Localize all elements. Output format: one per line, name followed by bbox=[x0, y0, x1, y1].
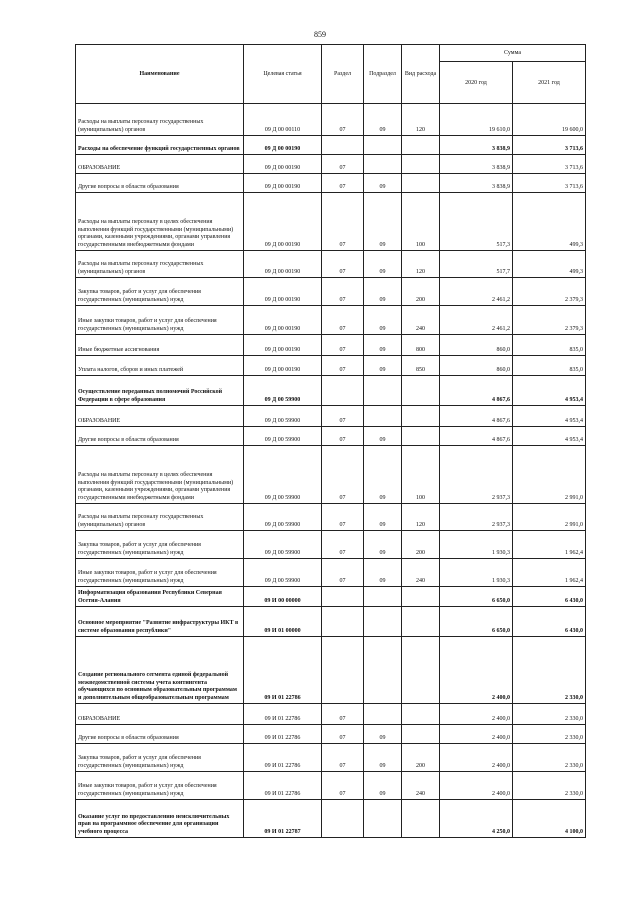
cell-section: 07 bbox=[322, 725, 364, 744]
cell-name: Иные закупки товаров, работ и услуг для обеспечения государственных (муниципальных) нужд bbox=[76, 559, 244, 587]
cell-name: Расходы на выплаты персоналу в целях обеспечения выполнения функций государственными (муниципальными) органами, казенными учреждениями, органами управления государственными внебюджетными фондами bbox=[76, 446, 244, 504]
header-section: Раздел bbox=[322, 45, 364, 104]
cell-name: Закупка товаров, работ и услуг для обеспечения государственных (муниципальных) нужд bbox=[76, 744, 244, 772]
cell-section: 07 bbox=[322, 356, 364, 376]
cell-section: 07 bbox=[322, 278, 364, 306]
cell-subsection: 09 bbox=[364, 446, 402, 504]
table-row bbox=[76, 306, 586, 335]
budget-table bbox=[75, 44, 586, 838]
cell-subsection bbox=[364, 637, 402, 704]
cell-2020: 4 867,6 bbox=[440, 376, 513, 406]
cell-section: 07 bbox=[322, 193, 364, 251]
cell-section bbox=[322, 136, 364, 155]
header-expense-type: Вид расхода bbox=[402, 45, 440, 104]
cell-target: 09 Д 00 59900 bbox=[244, 504, 322, 531]
table-row bbox=[76, 531, 586, 559]
cell-target: 09 Д 00 59900 bbox=[244, 446, 322, 504]
cell-2021: 3 713,6 bbox=[513, 155, 586, 174]
cell-2021: 4 953,4 bbox=[513, 427, 586, 446]
cell-2021: 4 100,0 bbox=[513, 800, 586, 838]
cell-2020: 2 937,3 bbox=[440, 504, 513, 531]
cell-2020: 3 838,9 bbox=[440, 174, 513, 193]
cell-subsection: 09 bbox=[364, 531, 402, 559]
header-2021: 2021 год bbox=[513, 62, 586, 104]
cell-section: 07 bbox=[322, 155, 364, 174]
cell-target: 09 Д 00 00190 bbox=[244, 155, 322, 174]
cell-2020: 2 400,0 bbox=[440, 744, 513, 772]
cell-target: 09 Д 00 00190 bbox=[244, 356, 322, 376]
cell-subsection: 09 bbox=[364, 725, 402, 744]
cell-name: Расходы на выплаты персоналу государственных (муниципальных) органов bbox=[76, 504, 244, 531]
cell-name: Расходы на выплаты персоналу государственных (муниципальных) органов bbox=[76, 251, 244, 278]
cell-expense-type bbox=[402, 607, 440, 637]
header-2020: 2020 год bbox=[440, 62, 513, 104]
cell-subsection: 09 bbox=[364, 744, 402, 772]
table-row bbox=[76, 193, 586, 251]
cell-2021: 3 713,6 bbox=[513, 174, 586, 193]
cell-name: Создание регионального сегмента единой федеральной межведомственной системы учета контингента обучающихся по основным образовательным программам и дополнительным общеобразовательным программам bbox=[76, 637, 244, 704]
cell-name: Другие вопросы в области образования bbox=[76, 725, 244, 744]
table-row bbox=[76, 607, 586, 637]
cell-target: 09 И 01 22786 bbox=[244, 637, 322, 704]
cell-2021: 835,0 bbox=[513, 335, 586, 356]
cell-subsection bbox=[364, 136, 402, 155]
cell-target: 09 Д 00 59900 bbox=[244, 531, 322, 559]
cell-subsection: 09 bbox=[364, 504, 402, 531]
table-row bbox=[76, 136, 586, 155]
cell-2021: 2 330,0 bbox=[513, 772, 586, 800]
cell-name: Расходы на обеспечение функций государственных органов bbox=[76, 136, 244, 155]
cell-name: Оказание услуг по предоставлению неисключительных прав на программное обеспечение для организации учебного процесса bbox=[76, 800, 244, 838]
table-row bbox=[76, 174, 586, 193]
cell-2021: 2 330,0 bbox=[513, 744, 586, 772]
cell-2021: 2 379,3 bbox=[513, 306, 586, 335]
cell-expense-type bbox=[402, 376, 440, 406]
cell-target: 09 Д 00 00110 bbox=[244, 104, 322, 136]
header-sum: Сумма bbox=[440, 45, 586, 62]
cell-expense-type: 200 bbox=[402, 278, 440, 306]
cell-subsection: 09 bbox=[364, 772, 402, 800]
cell-2021: 2 330,0 bbox=[513, 725, 586, 744]
cell-2021: 2 379,3 bbox=[513, 278, 586, 306]
cell-target: 09 Д 00 00190 bbox=[244, 278, 322, 306]
cell-section: 07 bbox=[322, 744, 364, 772]
table-row bbox=[76, 251, 586, 278]
cell-expense-type bbox=[402, 725, 440, 744]
cell-expense-type bbox=[402, 587, 440, 607]
cell-expense-type bbox=[402, 136, 440, 155]
cell-section: 07 bbox=[322, 446, 364, 504]
cell-section: 07 bbox=[322, 504, 364, 531]
cell-name: Уплата налогов, сборов и иных платежей bbox=[76, 356, 244, 376]
cell-section bbox=[322, 800, 364, 838]
cell-section: 07 bbox=[322, 174, 364, 193]
cell-target: 09 Д 00 59900 bbox=[244, 406, 322, 427]
cell-2020: 1 930,3 bbox=[440, 531, 513, 559]
cell-name: Иные закупки товаров, работ и услуг для обеспечения государственных (муниципальных) нужд bbox=[76, 772, 244, 800]
cell-subsection: 09 bbox=[364, 193, 402, 251]
cell-2020: 2 461,2 bbox=[440, 278, 513, 306]
table-row bbox=[76, 559, 586, 587]
cell-target: 09 Д 00 00190 bbox=[244, 193, 322, 251]
cell-2021: 835,0 bbox=[513, 356, 586, 376]
cell-2020: 517,3 bbox=[440, 193, 513, 251]
table-row bbox=[76, 406, 586, 427]
cell-name: Другие вопросы в области образования bbox=[76, 427, 244, 446]
cell-2020: 2 400,0 bbox=[440, 704, 513, 725]
cell-expense-type: 240 bbox=[402, 772, 440, 800]
cell-name: Иные бюджетные ассигнования bbox=[76, 335, 244, 356]
table-row bbox=[76, 725, 586, 744]
cell-target: 09 И 01 22786 bbox=[244, 704, 322, 725]
cell-target: 09 И 01 22787 bbox=[244, 800, 322, 838]
cell-expense-type bbox=[402, 704, 440, 725]
cell-name: ОБРАЗОВАНИЕ bbox=[76, 406, 244, 427]
cell-subsection: 09 bbox=[364, 278, 402, 306]
cell-expense-type: 100 bbox=[402, 446, 440, 504]
table-row bbox=[76, 504, 586, 531]
table-row bbox=[76, 772, 586, 800]
cell-section: 07 bbox=[322, 772, 364, 800]
cell-subsection: 09 bbox=[364, 559, 402, 587]
cell-expense-type: 200 bbox=[402, 531, 440, 559]
cell-2020: 2 400,0 bbox=[440, 725, 513, 744]
cell-section: 07 bbox=[322, 531, 364, 559]
table-row bbox=[76, 335, 586, 356]
cell-2021: 2 330,0 bbox=[513, 637, 586, 704]
cell-name: ОБРАЗОВАНИЕ bbox=[76, 704, 244, 725]
table-row bbox=[76, 446, 586, 504]
cell-section: 07 bbox=[322, 306, 364, 335]
table-row bbox=[76, 376, 586, 406]
cell-name: Другие вопросы в области образования bbox=[76, 174, 244, 193]
cell-expense-type bbox=[402, 174, 440, 193]
cell-2021: 4 953,4 bbox=[513, 376, 586, 406]
cell-name: Закупка товаров, работ и услуг для обеспечения государственных (муниципальных) нужд bbox=[76, 531, 244, 559]
cell-subsection bbox=[364, 704, 402, 725]
table-row bbox=[76, 744, 586, 772]
cell-target: 09 И 01 00000 bbox=[244, 607, 322, 637]
cell-2021: 19 600,0 bbox=[513, 104, 586, 136]
cell-name: Расходы на выплаты персоналу государственных (муниципальных) органов bbox=[76, 104, 244, 136]
cell-2020: 6 650,0 bbox=[440, 607, 513, 637]
cell-expense-type: 120 bbox=[402, 104, 440, 136]
cell-expense-type bbox=[402, 800, 440, 838]
cell-expense-type: 100 bbox=[402, 193, 440, 251]
cell-2021: 4 953,4 bbox=[513, 406, 586, 427]
cell-expense-type bbox=[402, 427, 440, 446]
cell-2020: 4 867,6 bbox=[440, 427, 513, 446]
cell-name: Информатизация образования Республики Северная Осетия-Алания bbox=[76, 587, 244, 607]
cell-target: 09 И 00 00000 bbox=[244, 587, 322, 607]
cell-expense-type bbox=[402, 155, 440, 174]
cell-2021: 499,3 bbox=[513, 193, 586, 251]
cell-2021: 499,3 bbox=[513, 251, 586, 278]
header-subsection: Подраздел bbox=[364, 45, 402, 104]
cell-section bbox=[322, 637, 364, 704]
cell-subsection bbox=[364, 607, 402, 637]
cell-2021: 6 430,0 bbox=[513, 607, 586, 637]
cell-subsection: 09 bbox=[364, 356, 402, 376]
cell-2021: 2 330,0 bbox=[513, 704, 586, 725]
cell-section: 07 bbox=[322, 406, 364, 427]
cell-2021: 2 991,0 bbox=[513, 446, 586, 504]
cell-expense-type: 200 bbox=[402, 744, 440, 772]
cell-target: 09 Д 00 00190 bbox=[244, 174, 322, 193]
cell-section: 07 bbox=[322, 559, 364, 587]
cell-target: 09 Д 00 00190 bbox=[244, 251, 322, 278]
table-row bbox=[76, 427, 586, 446]
cell-2021: 6 430,0 bbox=[513, 587, 586, 607]
cell-2020: 1 930,3 bbox=[440, 559, 513, 587]
cell-subsection: 09 bbox=[364, 174, 402, 193]
cell-2020: 2 400,0 bbox=[440, 637, 513, 704]
cell-target: 09 Д 00 59900 bbox=[244, 376, 322, 406]
cell-2020: 860,0 bbox=[440, 356, 513, 376]
cell-subsection bbox=[364, 155, 402, 174]
page-number: 859 bbox=[314, 30, 326, 39]
cell-target: 09 Д 00 59900 bbox=[244, 559, 322, 587]
cell-expense-type: 240 bbox=[402, 559, 440, 587]
cell-expense-type bbox=[402, 637, 440, 704]
header-target: Целевая статья bbox=[244, 45, 322, 104]
cell-subsection: 09 bbox=[364, 306, 402, 335]
table-body bbox=[76, 104, 586, 838]
cell-2020: 2 937,3 bbox=[440, 446, 513, 504]
cell-subsection: 09 bbox=[364, 335, 402, 356]
cell-section: 07 bbox=[322, 335, 364, 356]
cell-section bbox=[322, 607, 364, 637]
table-row bbox=[76, 278, 586, 306]
cell-target: 09 Д 00 00190 bbox=[244, 306, 322, 335]
cell-target: 09 Д 00 00190 bbox=[244, 335, 322, 356]
cell-2021: 2 991,0 bbox=[513, 504, 586, 531]
cell-section: 07 bbox=[322, 427, 364, 446]
cell-target: 09 Д 00 00190 bbox=[244, 136, 322, 155]
cell-section bbox=[322, 587, 364, 607]
cell-name: ОБРАЗОВАНИЕ bbox=[76, 155, 244, 174]
cell-target: 09 И 01 22786 bbox=[244, 744, 322, 772]
cell-2020: 517,7 bbox=[440, 251, 513, 278]
cell-2021: 1 962,4 bbox=[513, 531, 586, 559]
cell-2020: 19 610,0 bbox=[440, 104, 513, 136]
table-row bbox=[76, 587, 586, 607]
cell-name: Осуществление переданных полномочий Российской Федерации в сфере образования bbox=[76, 376, 244, 406]
table-row bbox=[76, 704, 586, 725]
cell-expense-type: 850 bbox=[402, 356, 440, 376]
cell-section bbox=[322, 376, 364, 406]
cell-target: 09 Д 00 59900 bbox=[244, 427, 322, 446]
cell-name: Закупка товаров, работ и услуг для обеспечения государственных (муниципальных) нужд bbox=[76, 278, 244, 306]
table-row bbox=[76, 637, 586, 704]
cell-section: 07 bbox=[322, 104, 364, 136]
cell-2020: 860,0 bbox=[440, 335, 513, 356]
cell-2021: 1 962,4 bbox=[513, 559, 586, 587]
cell-2020: 3 838,9 bbox=[440, 136, 513, 155]
table-row bbox=[76, 800, 586, 838]
cell-subsection bbox=[364, 406, 402, 427]
cell-expense-type: 120 bbox=[402, 251, 440, 278]
cell-name: Иные закупки товаров, работ и услуг для обеспечения государственных (муниципальных) нужд bbox=[76, 306, 244, 335]
table-row bbox=[76, 356, 586, 376]
cell-target: 09 И 01 22786 bbox=[244, 772, 322, 800]
cell-name: Основное мероприятие "Развитие инфраструктуры ИКТ в системе образования республики" bbox=[76, 607, 244, 637]
cell-expense-type: 800 bbox=[402, 335, 440, 356]
cell-subsection: 09 bbox=[364, 251, 402, 278]
table-row bbox=[76, 155, 586, 174]
cell-subsection bbox=[364, 587, 402, 607]
cell-2020: 2 461,2 bbox=[440, 306, 513, 335]
cell-2020: 4 867,6 bbox=[440, 406, 513, 427]
cell-expense-type: 120 bbox=[402, 504, 440, 531]
cell-subsection: 09 bbox=[364, 104, 402, 136]
table-row bbox=[76, 104, 586, 136]
cell-section: 07 bbox=[322, 251, 364, 278]
cell-subsection bbox=[364, 376, 402, 406]
cell-2020: 4 250,0 bbox=[440, 800, 513, 838]
cell-expense-type bbox=[402, 406, 440, 427]
header-name: Наименование bbox=[76, 45, 244, 104]
cell-target: 09 И 01 22786 bbox=[244, 725, 322, 744]
cell-subsection: 09 bbox=[364, 427, 402, 446]
cell-2020: 6 650,0 bbox=[440, 587, 513, 607]
cell-section: 07 bbox=[322, 704, 364, 725]
cell-subsection bbox=[364, 800, 402, 838]
cell-name: Расходы на выплаты персоналу в целях обеспечения выполнения функций государственными (муниципальными) органами, казенными учреждениями, органами управления государственными внебюджетными фондами bbox=[76, 193, 244, 251]
cell-2021: 3 713,6 bbox=[513, 136, 586, 155]
cell-expense-type: 240 bbox=[402, 306, 440, 335]
cell-2020: 3 838,9 bbox=[440, 155, 513, 174]
cell-2020: 2 400,0 bbox=[440, 772, 513, 800]
